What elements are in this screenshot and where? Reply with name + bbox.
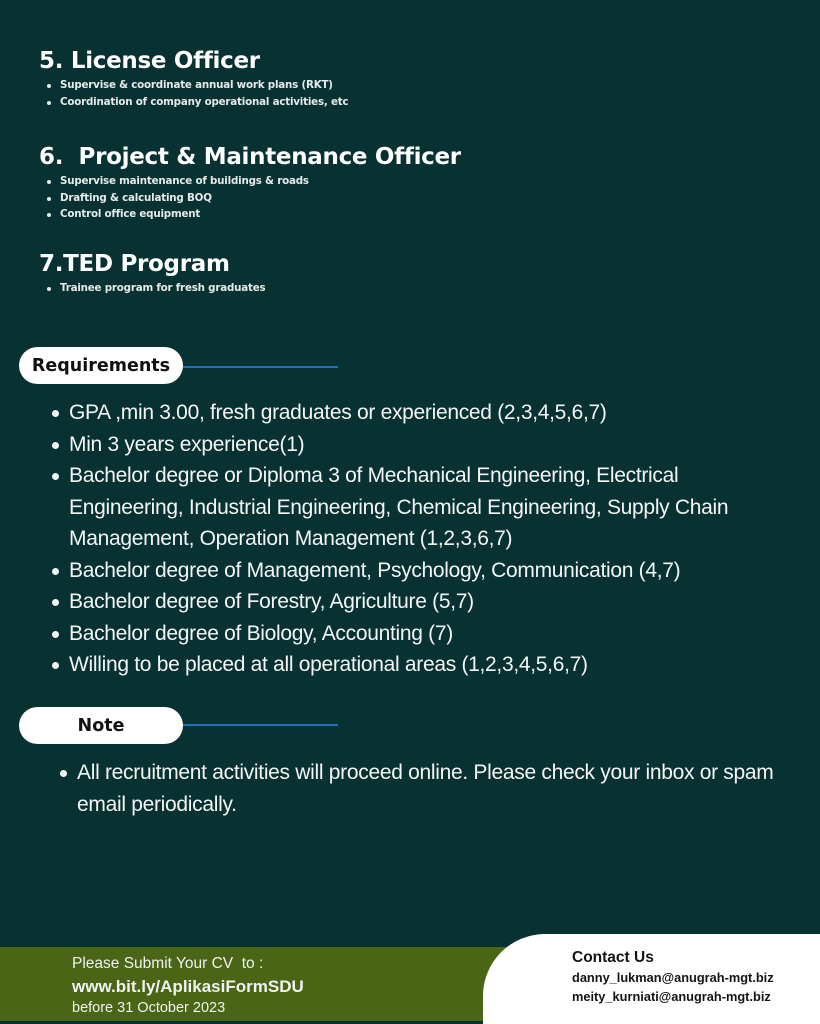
contact-email[interactable]: meity_kurniati@anugrah-mgt.biz: [572, 989, 771, 1004]
requirement-item: GPA ,min 3.00, fresh graduates or experienced (2,3,4,5,6,7): [48, 397, 788, 429]
submit-deadline: before 31 October 2023: [72, 1000, 226, 1016]
position-title: 5. License Officer: [39, 48, 260, 74]
requirements-divider: [183, 366, 338, 368]
submit-instruction: Please Submit Your CV to :: [72, 955, 264, 972]
position-title: 6. Project & Maintenance Officer: [39, 144, 461, 170]
requirement-item: Bachelor degree or Diploma 3 of Mechanical Engineering, Electrical Engineering, Industrial Engineering, Chemical Engineering, Supply Chain Management, Operation Management (1,2,3,6,7): [48, 460, 788, 555]
requirements-label: Requirements: [19, 347, 183, 384]
duty-item: Supervise & coordinate annual work plans (RKT): [39, 77, 348, 94]
requirement-item: Bachelor degree of Management, Psychology, Communication (4,7): [48, 555, 788, 587]
duties-list: [39, 173, 461, 223]
contact-title: Contact Us: [572, 949, 654, 966]
requirement-item: Bachelor degree of Forestry, Agriculture (5,7): [48, 586, 788, 618]
note-divider: [183, 724, 338, 726]
duties-list: [39, 77, 348, 110]
note-item: All recruitment activities will proceed online. Please check your inbox or spam email periodically.: [56, 757, 801, 820]
duty-item: Drafting & calculating BOQ: [39, 190, 461, 207]
requirement-item: Bachelor degree of Biology, Accounting (7): [48, 618, 788, 650]
position-license-officer: [39, 47, 348, 110]
position-title: 7.TED Program: [39, 251, 230, 277]
duty-item: Coordination of company operational activities, etc: [39, 94, 348, 111]
requirement-item: Willing to be placed at all operational areas (1,2,3,4,5,6,7): [48, 649, 788, 681]
duties-list: [39, 280, 265, 297]
duty-item: Trainee program for fresh graduates: [39, 280, 265, 297]
submit-link[interactable]: www.bit.ly/AplikasiFormSDU: [72, 977, 304, 996]
position-project-maintenance-officer: [39, 143, 461, 223]
note-list: [56, 757, 801, 820]
contact-email[interactable]: danny_lukman@anugrah-mgt.biz: [572, 970, 774, 985]
duty-item: Control office equipment: [39, 206, 461, 223]
contact-info: [572, 948, 774, 1006]
requirements-list: [48, 397, 788, 681]
note-label: Note: [19, 707, 183, 744]
submit-info: [72, 953, 304, 1019]
duty-item: Supervise maintenance of buildings & roads: [39, 173, 461, 190]
position-ted-program: [39, 250, 265, 297]
requirement-item: Min 3 years experience(1): [48, 429, 788, 461]
